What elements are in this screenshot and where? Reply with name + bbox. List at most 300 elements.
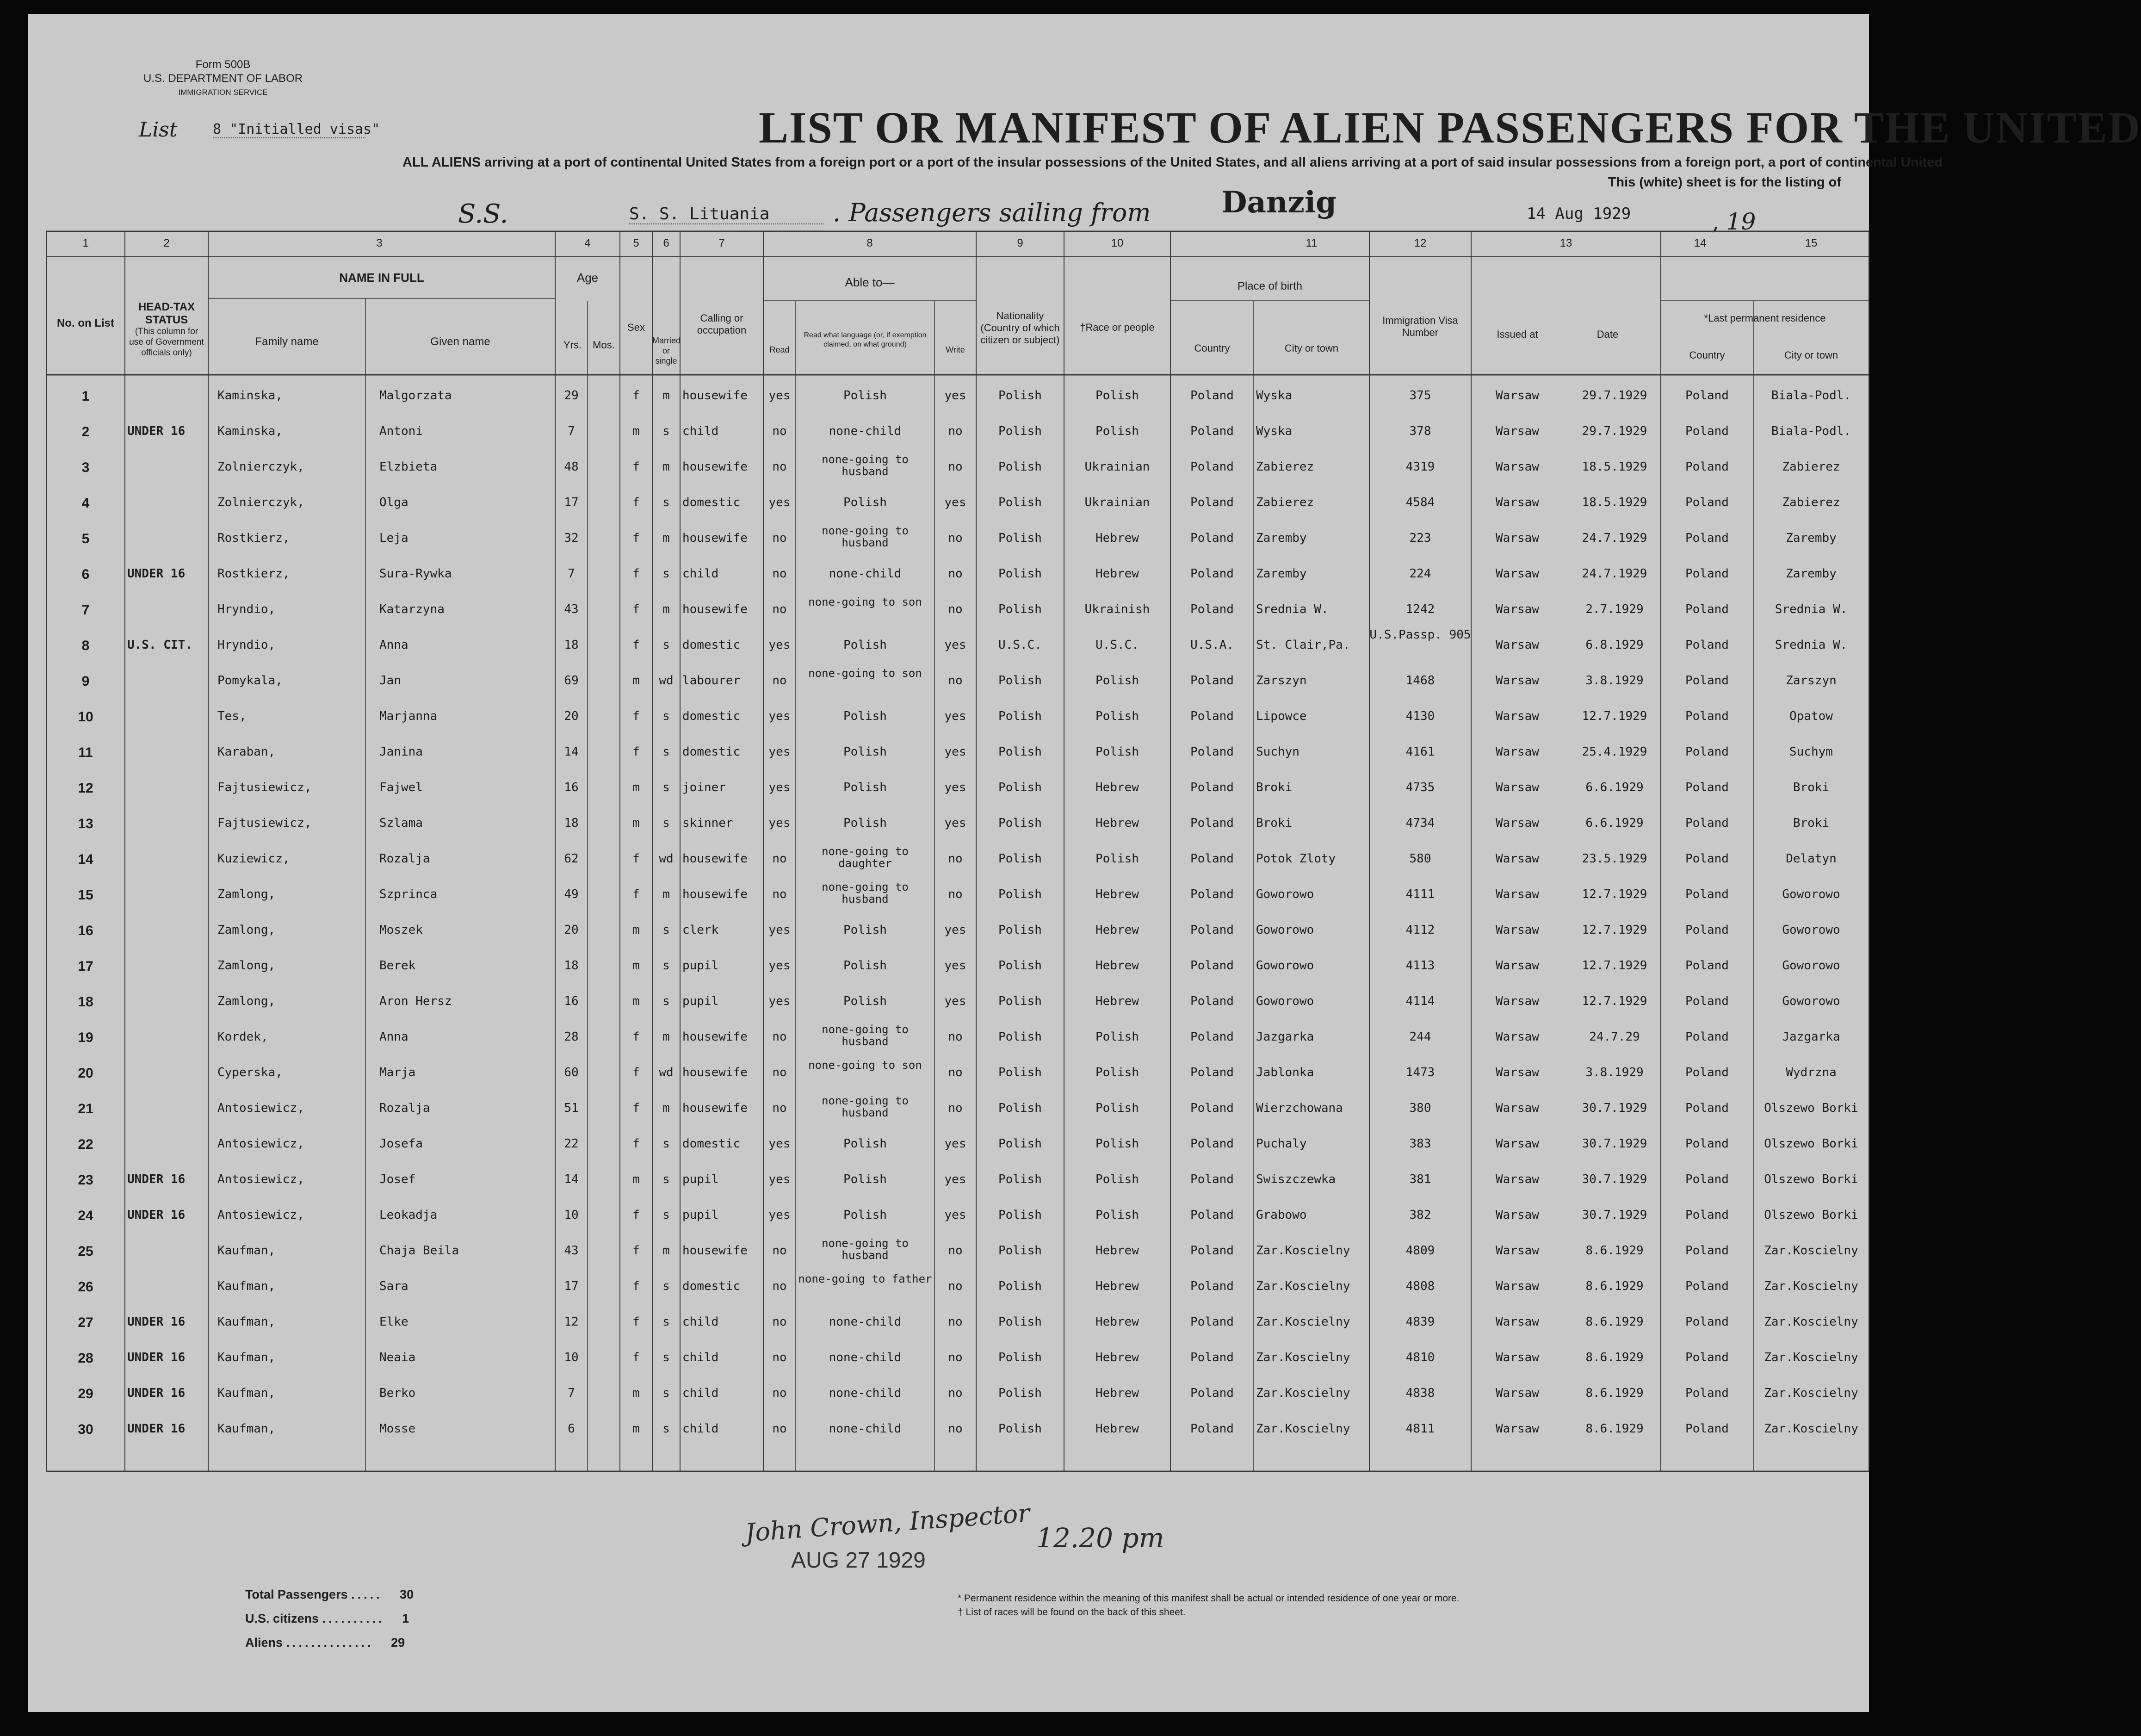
- cell-rcity: Wydrzna: [1786, 1066, 1837, 1079]
- cell-family: Kaminska,: [217, 424, 283, 438]
- cell-race: Polish: [1095, 1066, 1139, 1079]
- cell-bcountry: Poland: [1190, 424, 1234, 438]
- cell-given: Berko: [379, 1386, 416, 1400]
- cell-given: Leokadja: [379, 1208, 438, 1222]
- cell-age: 20: [564, 923, 579, 937]
- footnote-races: † List of races will be found on the back of this sheet.: [958, 1607, 1186, 1618]
- column-number-14: 14: [1694, 237, 1707, 249]
- cell-bcity: Swiszczewka: [1256, 1172, 1336, 1186]
- cell-occ: skinner: [682, 816, 733, 830]
- cell-given: Fajwel: [379, 781, 423, 794]
- cell-visa: 4735: [1405, 781, 1435, 794]
- cell-race: Polish: [1095, 1208, 1139, 1222]
- cell-race: Hebrew: [1095, 1279, 1139, 1293]
- header-able-to: Able to—: [845, 275, 895, 289]
- cell-write: no: [948, 887, 963, 901]
- cell-given: Elzbieta: [379, 460, 438, 474]
- cell-bcountry: Poland: [1190, 460, 1234, 474]
- cell-bcity: Zaremby: [1256, 567, 1307, 581]
- cell-issued: Warsaw: [1496, 745, 1539, 759]
- cell-write: no: [948, 1351, 963, 1364]
- cell-given: Marja: [379, 1066, 416, 1079]
- cell-age: 10: [564, 1351, 579, 1364]
- cell-race: Polish: [1095, 1101, 1139, 1115]
- cell-lang: none-going to husband: [822, 1237, 909, 1262]
- cell-rcity: Zar.Koscielny: [1764, 1351, 1858, 1364]
- cell-issued: Warsaw: [1496, 638, 1539, 652]
- cell-rcity: Olszewo Borki: [1764, 1172, 1858, 1186]
- cell-age: 6: [568, 1422, 575, 1436]
- cell-date: 8.6.1929: [1585, 1351, 1644, 1364]
- cell-race: U.S.C.: [1095, 638, 1139, 652]
- cell-date: 8.6.1929: [1585, 1386, 1644, 1400]
- cell-no: 7: [81, 602, 90, 618]
- cell-rcountry: Poland: [1685, 816, 1729, 830]
- cell-rcity: Zabierez: [1782, 460, 1840, 474]
- cell-nat: Polish: [998, 567, 1042, 581]
- cell-visa: 1242: [1405, 602, 1435, 616]
- cell-write: no: [948, 424, 963, 438]
- cell-visa: 4319: [1405, 460, 1435, 474]
- cell-rcountry: Poland: [1685, 1386, 1729, 1400]
- cell-rcountry: Poland: [1685, 567, 1729, 581]
- cell-no: 3: [81, 460, 90, 475]
- cell-bcity: Suchyn: [1256, 745, 1299, 759]
- cell-sex: f: [632, 638, 640, 652]
- cell-bcity: Zarszyn: [1256, 674, 1307, 688]
- cell-given: Marjanna: [379, 709, 438, 723]
- cell-write: no: [948, 1066, 963, 1079]
- cell-nat: Polish: [998, 923, 1042, 937]
- cell-race: Hebrew: [1095, 567, 1139, 581]
- cell-race: Polish: [1095, 1172, 1139, 1186]
- cell-rcountry: Poland: [1685, 1279, 1729, 1293]
- cell-no: 16: [78, 923, 93, 938]
- cell-given: Malgorzata: [379, 389, 452, 403]
- cell-bcountry: Poland: [1190, 531, 1234, 545]
- column-number-9: 9: [1017, 237, 1023, 249]
- form-department: U.S. DEPARTMENT OF LABOR: [143, 72, 303, 85]
- cell-no: 6: [81, 567, 90, 582]
- cell-rcountry: Poland: [1685, 852, 1729, 866]
- cell-ms: s: [662, 994, 670, 1008]
- column-number-10: 10: [1111, 237, 1124, 249]
- cell-age: 51: [564, 1101, 579, 1115]
- cell-no: 28: [78, 1351, 93, 1366]
- cell-family: Kaufman,: [217, 1422, 276, 1436]
- cell-no: 17: [78, 959, 93, 974]
- cell-visa: 4809: [1405, 1244, 1435, 1258]
- port-of-departure: Danzig: [1221, 185, 1337, 220]
- cell-race: Polish: [1095, 1137, 1139, 1151]
- cell-rcountry: Poland: [1685, 1066, 1729, 1079]
- cell-write: no: [948, 1101, 963, 1115]
- column-number-15: 15: [1805, 237, 1818, 249]
- cell-ms: s: [662, 424, 670, 438]
- cell-bcity: Zar.Koscielny: [1256, 1422, 1350, 1436]
- cell-given: Rozalja: [379, 1101, 430, 1115]
- cell-nat: Polish: [998, 781, 1042, 794]
- cell-ht: UNDER 16: [127, 1172, 186, 1186]
- cell-occ: joiner: [682, 781, 726, 794]
- cell-sex: m: [632, 1386, 640, 1400]
- cell-family: Rostkierz,: [217, 567, 290, 581]
- cell-nat: Polish: [998, 887, 1042, 901]
- cell-date: 3.8.1929: [1585, 674, 1644, 688]
- cell-rcountry: Poland: [1685, 424, 1729, 438]
- cell-rcity: Biala-Podl.: [1771, 424, 1851, 438]
- cell-issued: Warsaw: [1496, 1386, 1539, 1400]
- cell-occ: housewife: [682, 531, 748, 545]
- cell-read: no: [772, 1279, 787, 1293]
- header-race: †Race or people: [1080, 322, 1155, 333]
- cell-occ: child: [682, 1386, 719, 1400]
- cell-age: 43: [564, 1244, 579, 1258]
- cell-write: yes: [944, 959, 966, 973]
- page-title: LIST OR MANIFEST OF ALIEN PASSENGERS FOR THE UNITED: [759, 103, 2141, 152]
- cell-no: 14: [78, 852, 93, 867]
- cell-no: 15: [78, 887, 93, 903]
- cell-sex: f: [632, 1101, 640, 1115]
- cell-no: 30: [78, 1422, 93, 1437]
- cell-no: 2: [81, 424, 90, 440]
- cell-rcountry: Poland: [1685, 745, 1729, 759]
- cell-rcity: Zar.Koscielny: [1764, 1422, 1858, 1436]
- cell-age: 17: [564, 1279, 579, 1293]
- cell-bcountry: Poland: [1190, 994, 1234, 1008]
- cell-family: Pomykala,: [217, 674, 283, 688]
- cell-family: Kaufman,: [217, 1244, 276, 1258]
- cell-rcountry: Poland: [1685, 923, 1729, 937]
- cell-date: 29.7.1929: [1582, 424, 1647, 438]
- cell-family: Hryndio,: [217, 638, 276, 652]
- cell-occ: housewife: [682, 389, 748, 403]
- cell-rcity: Broki: [1793, 816, 1830, 830]
- cell-issued: Warsaw: [1496, 923, 1539, 937]
- cell-read: no: [772, 1386, 787, 1400]
- cell-ms: s: [662, 709, 670, 723]
- cell-family: Antosiewicz,: [217, 1101, 304, 1115]
- cell-rcountry: Poland: [1685, 1172, 1729, 1186]
- cell-bcountry: Poland: [1190, 496, 1234, 509]
- cell-given: Mosse: [379, 1422, 416, 1436]
- cell-sex: f: [632, 389, 640, 403]
- cell-family: Zamlong,: [217, 994, 276, 1008]
- cell-nat: Polish: [998, 1172, 1042, 1186]
- form-service: IMMIGRATION SERVICE: [178, 88, 268, 97]
- cell-family: Cyperska,: [217, 1066, 283, 1079]
- cell-no: 1: [81, 389, 90, 404]
- header-visa-number: Immigration Visa Number: [1382, 315, 1458, 338]
- cell-occ: pupil: [682, 994, 719, 1008]
- cell-nat: Polish: [998, 424, 1042, 438]
- cell-read: no: [772, 852, 787, 866]
- ship-name: S. S. Lituania: [629, 205, 823, 224]
- cell-lang: none-child: [829, 567, 902, 581]
- cell-issued: Warsaw: [1496, 1137, 1539, 1151]
- cell-visa: 4114: [1405, 994, 1435, 1008]
- cell-rcity: Goworowo: [1782, 923, 1840, 937]
- cell-rcity: Zaremby: [1786, 531, 1837, 545]
- cell-ms: m: [662, 389, 670, 403]
- cell-write: yes: [944, 1137, 966, 1151]
- totals-block: [245, 1582, 414, 1655]
- cell-write: yes: [944, 709, 966, 723]
- cell-read: no: [772, 531, 787, 545]
- cell-bcountry: U.S.A.: [1190, 638, 1234, 652]
- cell-date: 12.7.1929: [1582, 887, 1647, 901]
- cell-ht: U.S. CIT.: [127, 638, 192, 652]
- cell-bcountry: Poland: [1190, 745, 1234, 759]
- header-issued-at: Issued at: [1497, 329, 1538, 340]
- cell-family: Hryndio,: [217, 602, 276, 616]
- cell-read: yes: [768, 1137, 791, 1151]
- cell-occ: domestic: [682, 1279, 741, 1293]
- header-language: Read what language (or, if exemption claimed, on what ground): [804, 331, 927, 348]
- cell-ht: UNDER 16: [127, 567, 186, 581]
- cell-family: Karaban,: [217, 745, 276, 759]
- cell-given: Szlama: [379, 816, 423, 830]
- cell-age: 14: [564, 745, 579, 759]
- cell-write: yes: [944, 638, 966, 652]
- cell-family: Zamlong,: [217, 923, 276, 937]
- cell-ms: s: [662, 1137, 670, 1151]
- cell-issued: Warsaw: [1496, 567, 1539, 581]
- cell-bcity: Lipowce: [1256, 709, 1307, 723]
- cell-occ: domestic: [682, 745, 741, 759]
- cell-read: yes: [768, 638, 791, 652]
- cell-rcountry: Poland: [1685, 781, 1729, 794]
- cell-read: no: [772, 1315, 787, 1329]
- cell-bcountry: Poland: [1190, 1066, 1234, 1079]
- inspection-time: 12.20 pm: [1036, 1522, 1164, 1554]
- header-calling: Calling or occupation: [697, 312, 747, 336]
- cell-age: 12: [564, 1315, 579, 1329]
- cell-ms: s: [662, 1208, 670, 1222]
- cell-date: 30.7.1929: [1582, 1101, 1647, 1115]
- cell-ms: s: [662, 959, 670, 973]
- cell-ms: m: [662, 1030, 670, 1044]
- cell-nat: Polish: [998, 1244, 1042, 1258]
- uscit-label: U.S. citizens: [245, 1612, 319, 1625]
- cell-ms: wd: [659, 1066, 674, 1079]
- cell-family: Fajtusiewicz,: [217, 816, 312, 830]
- cell-ms: m: [662, 602, 670, 616]
- cell-lang: none-going to husband: [822, 880, 909, 905]
- column-number-4: 4: [584, 237, 591, 249]
- cell-given: Berek: [379, 959, 416, 973]
- date-stamp: 14 Aug 1929: [1527, 205, 1631, 223]
- cell-race: Hebrew: [1095, 1422, 1139, 1436]
- cell-occ: labourer: [682, 674, 741, 688]
- cell-read: yes: [768, 994, 791, 1008]
- cell-visa: 382: [1409, 1208, 1431, 1222]
- column-number-2: 2: [163, 237, 170, 249]
- cell-lang: none-child: [829, 1351, 902, 1364]
- cell-rcity: Suchym: [1789, 745, 1833, 759]
- cell-bcity: Zar.Koscielny: [1256, 1315, 1350, 1329]
- cell-bcity: Zar.Koscielny: [1256, 1351, 1350, 1364]
- inspector-signature: John Crown, Inspector: [744, 1498, 1031, 1548]
- cell-nat: Polish: [998, 1351, 1042, 1364]
- cell-ms: m: [662, 460, 670, 474]
- cell-write: no: [948, 1244, 963, 1258]
- cell-write: yes: [944, 816, 966, 830]
- cell-ms: s: [662, 1315, 670, 1329]
- cell-occ: clerk: [682, 923, 719, 937]
- cell-visa: 224: [1409, 567, 1431, 581]
- cell-no: 5: [81, 531, 90, 546]
- cell-write: yes: [944, 781, 966, 794]
- list-label: List: [139, 118, 178, 142]
- cell-ht: UNDER 16: [127, 424, 186, 438]
- cell-lang: none-going to son: [808, 1059, 922, 1072]
- cell-rcity: Olszewo Borki: [1764, 1101, 1858, 1115]
- cell-sex: f: [632, 709, 640, 723]
- cell-visa: 4161: [1405, 745, 1435, 759]
- cell-visa: 1473: [1405, 1066, 1435, 1079]
- cell-bcity: Goworowo: [1256, 959, 1314, 973]
- cell-given: Aron Hersz: [379, 994, 452, 1008]
- cell-rcity: Zar.Koscielny: [1764, 1244, 1858, 1258]
- cell-lang: none-going to husband: [822, 1023, 909, 1048]
- cell-lang: Polish: [843, 496, 887, 509]
- cell-bcountry: Poland: [1190, 959, 1234, 973]
- cell-sex: f: [632, 1315, 640, 1329]
- cell-sex: m: [632, 674, 640, 688]
- cell-family: Antosiewicz,: [217, 1208, 304, 1222]
- cell-nat: Polish: [998, 709, 1042, 723]
- intro-line-1: ALL ALIENS arriving at a port of continental United States from a foreign port or a port of the insular possessions of the United States, and all aliens arriving at a port of said insular possessions from a foreign port, a port of continental United: [402, 155, 1943, 170]
- column-number-5: 5: [633, 237, 639, 249]
- cell-bcountry: Poland: [1190, 389, 1234, 403]
- cell-ht: UNDER 16: [127, 1208, 186, 1222]
- cell-occ: housewife: [682, 1101, 748, 1115]
- cell-date: 23.5.1929: [1582, 852, 1647, 866]
- cell-visa: 4112: [1405, 923, 1435, 937]
- header-place-of-birth: Place of birth: [1237, 280, 1303, 292]
- cell-lang: Polish: [843, 389, 887, 403]
- cell-family: Kuziewicz,: [217, 852, 290, 866]
- cell-write: no: [948, 1422, 963, 1436]
- cell-bcity: Puchaly: [1256, 1137, 1307, 1151]
- cell-date: 8.6.1929: [1585, 1422, 1644, 1436]
- cell-rcity: Olszewo Borki: [1764, 1208, 1858, 1222]
- cell-read: yes: [768, 816, 791, 830]
- cell-nat: Polish: [998, 496, 1042, 509]
- cell-sex: m: [632, 994, 640, 1008]
- cell-date: 12.7.1929: [1582, 709, 1647, 723]
- header-age-mos: Mos.: [593, 339, 615, 351]
- cell-issued: Warsaw: [1496, 1101, 1539, 1115]
- cell-date: 25.4.1929: [1582, 745, 1647, 759]
- cell-no: 26: [78, 1279, 93, 1295]
- cell-visa: 223: [1409, 531, 1431, 545]
- total-passengers-row: Total Passengers ..... 30: [245, 1587, 414, 1601]
- cell-rcountry: Poland: [1685, 496, 1729, 509]
- cell-family: Kaufman,: [217, 1279, 276, 1293]
- cell-occ: child: [682, 1351, 719, 1364]
- cell-issued: Warsaw: [1496, 816, 1539, 830]
- cell-bcountry: Poland: [1190, 1351, 1234, 1364]
- ss-label: S.S.: [458, 199, 508, 229]
- cell-read: yes: [768, 709, 791, 723]
- cell-given: Josefa: [379, 1137, 423, 1151]
- cell-occ: housewife: [682, 852, 748, 866]
- cell-race: Hebrew: [1095, 994, 1139, 1008]
- cell-visa: 4811: [1405, 1422, 1435, 1436]
- cell-nat: Polish: [998, 1101, 1042, 1115]
- cell-rcity: Srednia W.: [1775, 638, 1848, 652]
- cell-occ: housewife: [682, 602, 748, 616]
- cell-age: 62: [564, 852, 579, 866]
- cell-no: 19: [78, 1030, 93, 1045]
- cell-ms: m: [662, 531, 670, 545]
- cell-age: 69: [564, 674, 579, 688]
- cell-visa: 4808: [1405, 1279, 1435, 1293]
- cell-rcountry: Poland: [1685, 1244, 1729, 1258]
- cell-bcity: Wierzchowana: [1256, 1101, 1343, 1115]
- cell-given: Janina: [379, 745, 423, 759]
- cell-age: 32: [564, 531, 579, 545]
- year-prefix: , 19: [1712, 208, 1756, 235]
- cell-age: 7: [568, 424, 575, 438]
- cell-date: 18.5.1929: [1582, 496, 1647, 509]
- cell-rcity: Zar.Koscielny: [1764, 1386, 1858, 1400]
- arrival-stamp: AUG 27 1929: [791, 1548, 926, 1573]
- cell-issued: Warsaw: [1496, 1422, 1539, 1436]
- cell-read: no: [772, 674, 787, 688]
- cell-ms: m: [662, 1244, 670, 1258]
- cell-lang: Polish: [843, 994, 887, 1008]
- cell-lang: none-going to husband: [822, 524, 909, 549]
- cell-issued: Warsaw: [1496, 531, 1539, 545]
- cell-occ: housewife: [682, 1030, 748, 1044]
- cell-sex: f: [632, 745, 640, 759]
- total-value: 30: [400, 1587, 414, 1601]
- cell-bcity: Grabowo: [1256, 1208, 1307, 1222]
- cell-ms: wd: [659, 852, 674, 866]
- column-number-8: 8: [866, 237, 873, 249]
- cell-sex: f: [632, 1137, 640, 1151]
- cell-write: yes: [944, 1172, 966, 1186]
- cell-sex: f: [632, 1244, 640, 1258]
- cell-occ: housewife: [682, 887, 748, 901]
- cell-bcity: Jablonka: [1256, 1066, 1314, 1079]
- cell-visa: 4130: [1405, 709, 1435, 723]
- column-number-1: 1: [82, 237, 89, 249]
- cell-race: Polish: [1095, 424, 1139, 438]
- cell-bcity: Broki: [1256, 816, 1293, 830]
- cell-bcountry: Poland: [1190, 852, 1234, 866]
- cell-rcity: Delatyn: [1786, 852, 1837, 866]
- us-citizens-row: U.S. citizens .......... 1: [245, 1612, 409, 1625]
- cell-bcountry: Poland: [1190, 1137, 1234, 1151]
- cell-date: 30.7.1929: [1582, 1172, 1647, 1186]
- cell-race: Ukrainian: [1084, 496, 1150, 509]
- cell-rcountry: Poland: [1685, 1101, 1729, 1115]
- aliens-row: Aliens .............. 29: [245, 1636, 405, 1649]
- cell-occ: pupil: [682, 1172, 719, 1186]
- cell-nat: Polish: [998, 1279, 1042, 1293]
- cell-race: Hebrew: [1095, 816, 1139, 830]
- footnotes: [958, 1592, 1459, 1619]
- cell-issued: Warsaw: [1496, 1244, 1539, 1258]
- cell-rcity: Goworowo: [1782, 994, 1840, 1008]
- cell-occ: housewife: [682, 460, 748, 474]
- sailing-label: . Passengers sailing from: [833, 198, 1151, 227]
- cell-lang: none-going to husband: [822, 1094, 909, 1119]
